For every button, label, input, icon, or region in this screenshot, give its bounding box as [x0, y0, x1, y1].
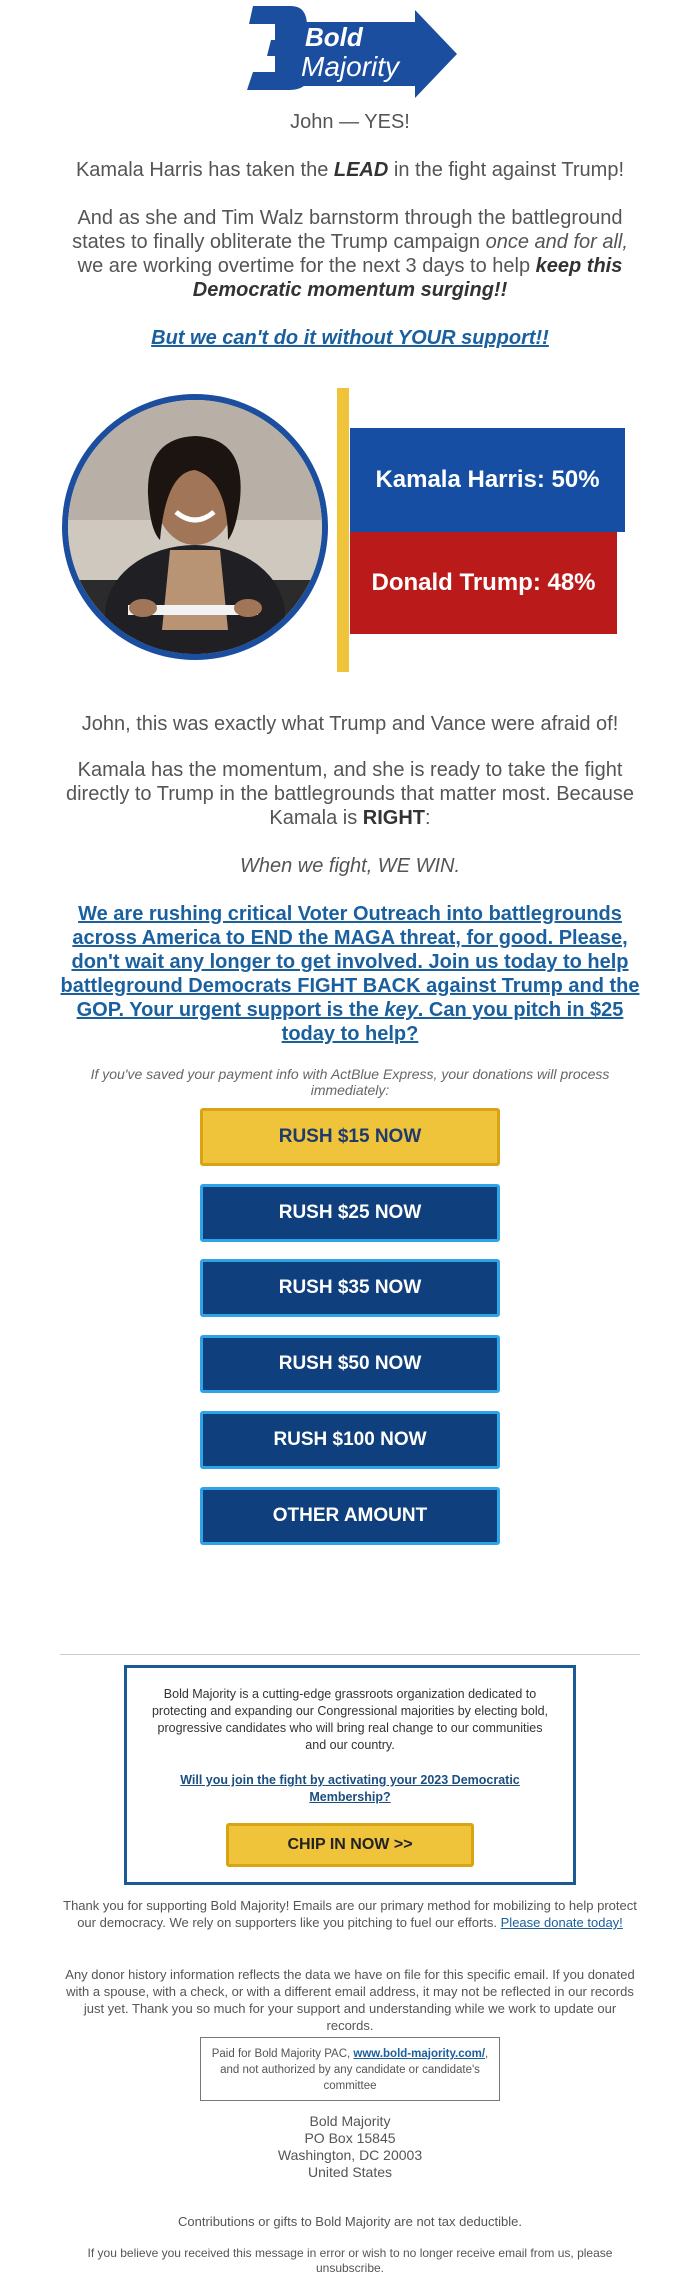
- rush-35-button[interactable]: RUSH $35 NOW: [200, 1259, 500, 1317]
- lead-text-after: in the fight against Trump!: [388, 159, 625, 181]
- outreach-text[interactable]: We are rushing critical Voter Outreach into battlegrounds across America to END the MAGA threat, for good. Please, don't wait any longer to get involved. Join us today to help battleground Democrats FIGHT BACK against Trump and the GOP. Your urgent support is the: [60, 903, 640, 1021]
- lead-text-before: Kamala Harris has taken the: [75, 159, 334, 181]
- paid-text-end: , and not authorized by any candidate or candidate's committee: [220, 2048, 489, 2092]
- other-amount-button[interactable]: OTHER AMOUNT: [200, 1487, 500, 1545]
- poll-hero: [60, 388, 640, 674]
- logo-bold-text: Bold: [305, 22, 363, 52]
- battleground-colon: :: [425, 807, 431, 829]
- address-line: Washington, DC 20003: [277, 2147, 423, 2163]
- poll-divider: [337, 388, 349, 672]
- lead-paragraph: [60, 158, 640, 182]
- momentum-italic: once and for all,: [485, 231, 628, 253]
- thanks-paragraph: [60, 1897, 640, 1931]
- outreach-cta[interactable]: [60, 902, 640, 1046]
- thanks-text: Thank you for supporting Bold Majority! Emails are our primary method for mobilizing to help protect our democracy. We rely on supporters like you pitching to fuel our efforts.: [63, 1898, 637, 1930]
- chip-in-button[interactable]: CHIP IN NOW >>: [226, 1823, 474, 1867]
- greeting: John — YES!: [290, 111, 410, 133]
- rush-25-button[interactable]: RUSH $25 NOW: [200, 1184, 500, 1242]
- actblue-express-note: If you've saved your payment info with ActBlue Express, your donations will process immediately:: [90, 1066, 610, 1098]
- tax-note: Contributions or gifts to Bold Majority are not tax deductible.: [178, 2214, 522, 2229]
- afraid-paragraph: John, this was exactly what Trump and Vance were afraid of!: [81, 713, 619, 735]
- paid-text: Paid for Bold Majority PAC,: [211, 2048, 354, 2060]
- harris-poll-bar: Kamala Harris: 50%: [350, 428, 625, 532]
- momentum-text: And as she and Tim Walz barnstorm through the battleground states to finally obliterate the Trump campaign: [72, 207, 623, 253]
- address-line: PO Box 15845: [304, 2130, 396, 2146]
- battleground-text: Kamala has the momentum, and she is ready to take the fight directly to Trump in the battlegrounds that matter most. Because Kamala is: [65, 759, 635, 829]
- trump-poll-bar: Donald Trump: 48%: [350, 532, 617, 634]
- logo-arrow-icon: [245, 2, 460, 102]
- about-text: Bold Majority is a cutting-edge grassroots organization dedicated to protecting and expanding our Congressional majorities by electing bold, progressive candidates who will bring real change to our communities and our country.: [151, 1687, 549, 1752]
- outreach-key[interactable]: key: [384, 999, 418, 1021]
- website-link[interactable]: www.bold-majority.com/: [353, 2048, 486, 2060]
- rush-50-button[interactable]: RUSH $50 NOW: [200, 1335, 500, 1393]
- right-bold: RIGHT: [362, 807, 426, 829]
- rush-100-button[interactable]: RUSH $100 NOW: [200, 1411, 500, 1469]
- address-line: United States: [307, 2164, 393, 2180]
- outreach-end[interactable]: . Can you pitch in $25 today to help?: [281, 999, 624, 1045]
- logo-majority-text: Majority: [301, 51, 400, 82]
- momentum-mid: we are working overtime for the next 3 days to help: [77, 255, 536, 277]
- support-link[interactable]: But we can't do it without YOUR support!!: [151, 327, 549, 349]
- address-line: Bold Majority: [309, 2113, 391, 2129]
- bold-majority-logo[interactable]: [245, 2, 460, 102]
- section-divider: [60, 1654, 640, 1655]
- paid-for-disclaimer: [200, 2037, 500, 2101]
- donor-history-paragraph: Any donor history information reflects the data we have on file for this specific email. If you donated with a spouse, with a check, or with a different email address, it may not be reflected in our records just yet. Thank you so much for your support and understanding while we work to update our records.: [65, 1967, 635, 2033]
- harris-portrait: [62, 394, 328, 660]
- momentum-paragraph: [60, 206, 640, 302]
- momentum-bold: keep this Democratic momentum surging!!: [192, 255, 623, 301]
- donate-today-link[interactable]: Please donate today!: [500, 1915, 623, 1930]
- battleground-paragraph: [60, 758, 640, 830]
- support-cta: [60, 326, 640, 350]
- membership-link[interactable]: Will you join the fight by activating your 2023 Democratic Membership?: [180, 1773, 520, 1804]
- unsubscribe-note[interactable]: If you believe you received this message in error or wish to no longer receive email from us, please unsubscribe.: [87, 2246, 613, 2275]
- portrait-image-icon: [68, 400, 322, 654]
- membership-box: [124, 1665, 576, 1885]
- lead-emphasis: LEAD: [333, 159, 389, 181]
- rush-15-button[interactable]: RUSH $15 NOW: [200, 1108, 500, 1166]
- mailing-address: [60, 2113, 640, 2181]
- fight-win-line: When we fight, WE WIN.: [239, 855, 461, 877]
